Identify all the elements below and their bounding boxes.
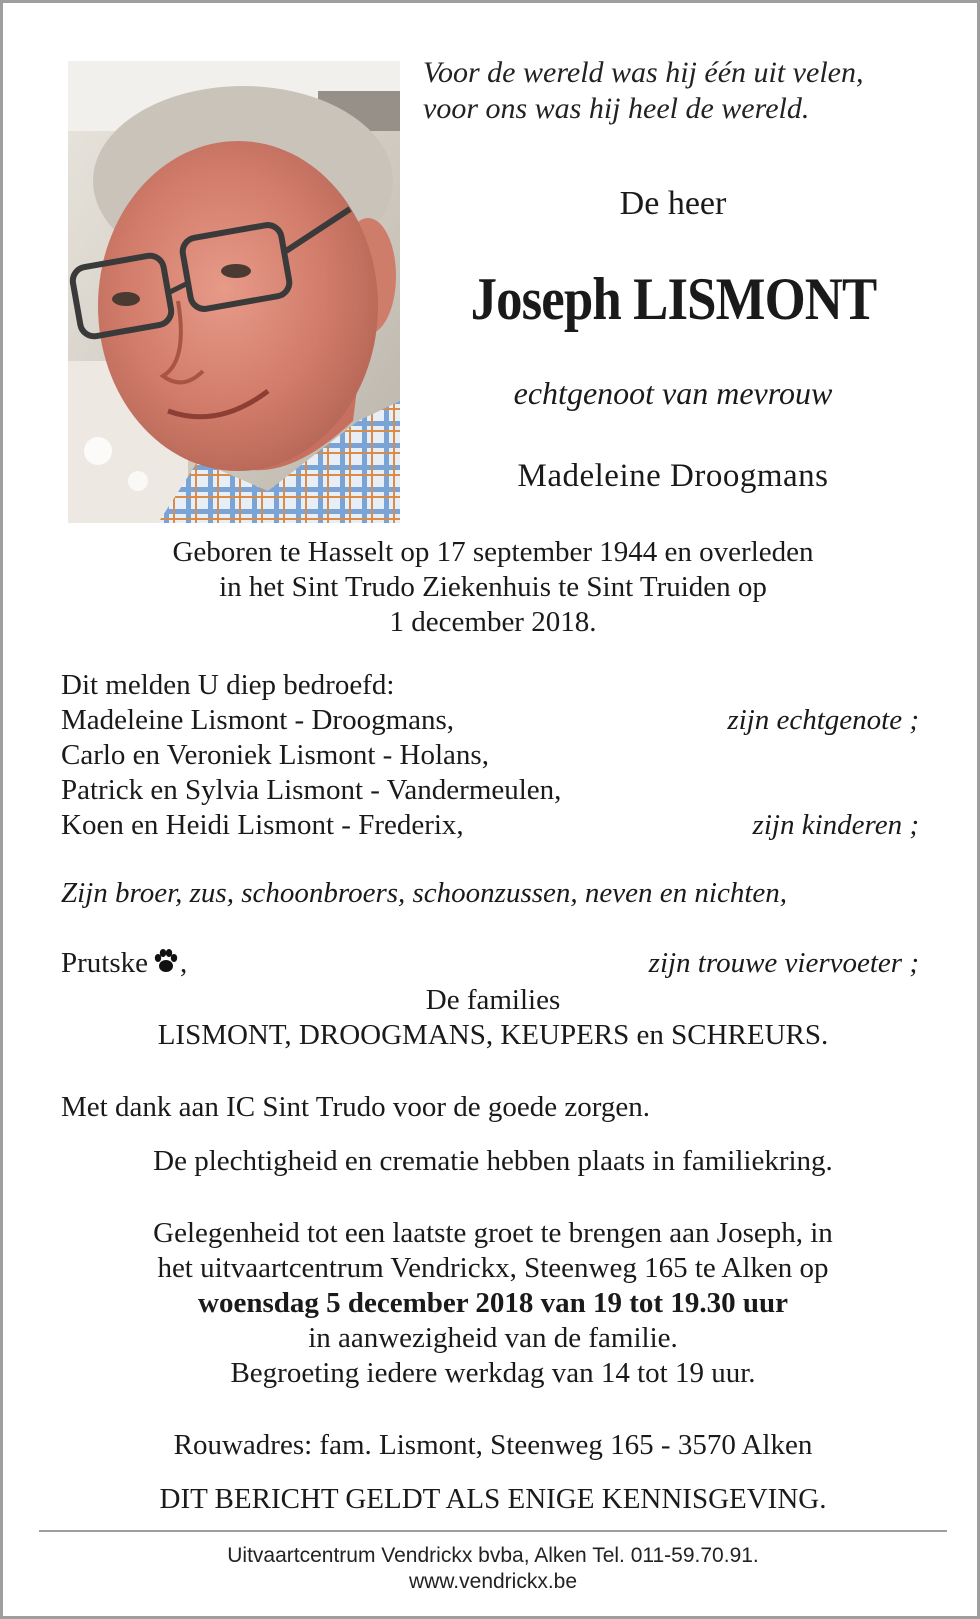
visit-line-4: in aanwezigheid van de familie.	[308, 1322, 678, 1354]
families-names: LISMONT, DROOGMANS, KEUPERS en SCHREURS.	[157, 1019, 829, 1051]
visit-line-2: het uitvaartcentrum Vendrickx, Steenweg 165 te Alken op	[157, 1252, 829, 1284]
relatives-line: Zijn broer, zus, schoonbroers, schoonzussen, neven en nichten,	[61, 877, 788, 909]
portrait-photo	[68, 61, 400, 523]
funeral-home-footer	[43, 1543, 943, 1595]
family-row-role: zijn kinderen ;	[752, 809, 919, 841]
spouse-label: echtgenoot van mevrouw	[513, 375, 833, 411]
born-line-3: 1 december 2018.	[389, 606, 597, 638]
deceased-name: Joseph LISMONT	[470, 266, 877, 332]
visit-line-1: Gelegenheid tot een laatste groet te brengen aan Joseph, in	[153, 1217, 833, 1249]
funeral-home-contact: Uitvaartcentrum Vendrickx bvba, Alken Tel. 011-59.70.91.	[227, 1544, 759, 1567]
family-row-name: Koen en Heidi Lismont - Frederix,	[61, 809, 464, 841]
born-line-1: Geboren te Hasselt op 17 september 1944 en overleden	[172, 536, 814, 568]
family-row	[61, 738, 919, 773]
families-label: De families	[425, 984, 561, 1016]
pet-name: Prutske	[61, 947, 148, 979]
mourning-address: Rouwadres: fam. Lismont, Steenweg 165 - 3570 Alken	[173, 1429, 813, 1461]
thanks-line: Met dank aan IC Sint Trudo voor de goede zorgen.	[61, 1091, 651, 1123]
family-announcement	[61, 668, 919, 981]
family-row-name: Madeleine Lismont - Droogmans,	[61, 704, 455, 736]
quote-line-1: Voor de wereld was hij één uit velen,	[423, 56, 864, 89]
ceremony-line: De plechtigheid en crematie hebben plaats in familiekring.	[153, 1145, 833, 1177]
family-row-name: Carlo en Veroniek Lismont - Holans,	[61, 739, 489, 771]
family-intro	[61, 668, 919, 703]
official-notice: DIT BERICHT GELDT ALS ENIGE KENNISGEVING.	[159, 1483, 827, 1515]
pet-row	[61, 946, 919, 981]
visit-line-5: Begroeting iedere werkdag van 14 tot 19 uur.	[230, 1357, 756, 1389]
spouse-name: Madeleine Droogmans	[517, 458, 829, 494]
born-line-2: in het Sint Trudo Ziekenhuis te Sint Truiden op	[219, 571, 767, 603]
family-intro-text: Dit melden U diep bedroefd:	[61, 669, 395, 701]
pet-role: zijn trouwe viervoeter ;	[648, 947, 919, 979]
honorific: De heer	[619, 185, 727, 222]
footer-divider	[39, 1530, 947, 1532]
visit-date: woensdag 5 december 2018 van 19 tot 19.30 uur	[198, 1287, 788, 1319]
pet-comma: ,	[180, 947, 188, 979]
quote-line-2: voor ons was hij heel de wereld.	[423, 92, 810, 125]
family-row-name: Patrick en Sylvia Lismont - Vandermeulen,	[61, 774, 562, 806]
paw-icon	[152, 947, 180, 975]
memorial-quote	[423, 55, 943, 127]
family-row	[61, 703, 919, 738]
families-block	[43, 983, 943, 1053]
visitation-details	[43, 1216, 943, 1391]
family-row	[61, 808, 919, 843]
birth-death-details	[43, 535, 943, 640]
funeral-home-website[interactable]: www.vendrickx.be	[408, 1570, 578, 1593]
family-row-role: zijn echtgenote ;	[727, 704, 919, 736]
family-row	[61, 773, 919, 808]
pet-name-group	[61, 946, 187, 981]
